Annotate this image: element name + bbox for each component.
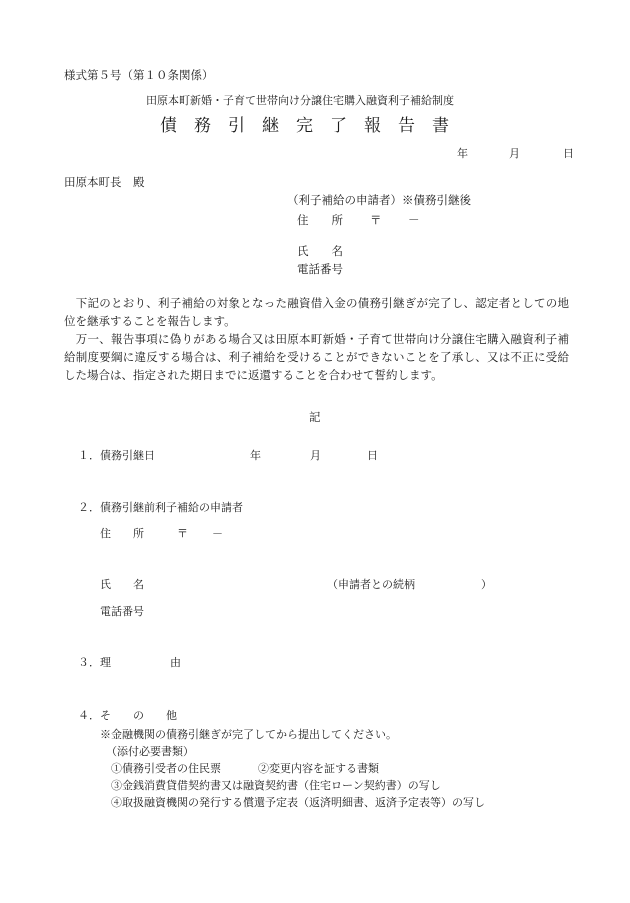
applicant-heading: （利子補給の申請者）※債務引継後: [287, 193, 471, 207]
title-char: 書: [432, 116, 449, 136]
applicant-name-label: 氏 名: [297, 244, 343, 258]
form-number: 様式第５号（第１０条関係）: [64, 68, 214, 82]
item1-day: 日: [367, 449, 378, 462]
item2-label: ２．債務引継前利子補給の申請者: [78, 501, 243, 514]
date-day: 日: [563, 147, 574, 160]
item4-note: ※金融機関の債務引継ぎが完了してから提出してください。: [100, 728, 397, 741]
title-char: 務: [194, 116, 211, 136]
item4-doc2: ②変更内容を証する書類: [258, 762, 379, 775]
title-char: 債: [160, 116, 177, 136]
title-char: 了: [330, 116, 347, 136]
applicant-phone-label: 電話番号: [297, 262, 343, 276]
title-char: 告: [398, 116, 415, 136]
applicant-postal-dash: －: [408, 213, 420, 227]
item2-relation: （申請者との続柄 ）: [327, 578, 492, 591]
applicant-postal-mark: 〒: [370, 213, 382, 227]
item4-label: ４．そ の 他: [78, 709, 177, 722]
item2-phone-label: 電話番号: [100, 605, 144, 618]
date-year: 年: [457, 147, 468, 160]
title-char: 完: [296, 116, 313, 136]
title-char: 報: [364, 116, 381, 136]
system-name: 田原本町新婚・子育て世帯向け分譲住宅購入融資利子補給制度: [146, 94, 454, 107]
item4-doc1: ①債務引受者の住民票: [111, 762, 221, 775]
ki-heading: 記: [309, 410, 321, 424]
item3-label-tail: 由: [170, 656, 181, 669]
item2-postal-mark: 〒: [177, 527, 188, 540]
title-char: 継: [262, 116, 279, 136]
title-char: 引: [228, 116, 245, 136]
item4-doc4: ④取扱融資機関の発行する償還予定表（返済明細書、返済予定表等）の写し: [111, 796, 485, 809]
item1-label: １．債務引継日: [78, 449, 155, 462]
item4-attach-heading: （添付必要書類）: [106, 745, 194, 758]
applicant-address-label: 住 所: [297, 213, 343, 227]
item2-postal-dash: －: [212, 527, 223, 540]
item4-doc3: ③金銭消費貸借契約書又は融資契約書（住宅ローン契約書）の写し: [111, 779, 441, 792]
document-title: [160, 118, 466, 135]
item1-month: 月: [310, 449, 321, 462]
item2-address-label: 住 所: [100, 527, 144, 540]
item3-label: ３．理: [78, 656, 111, 669]
report-paragraph: 下記のとおり、利子補給の対象となった融資借入金の債務引継ぎが完了し、認定者としての地位を継承することを報告します。: [64, 296, 569, 328]
item2-name-label: 氏 名: [100, 578, 144, 591]
date-month: 月: [509, 147, 520, 160]
pledge-paragraph: 万一、報告事項に偽りがある場合又は田原本町新婚・子育て世帯向け分譲住宅購入融資利子補給制度要綱に違反する場合は、利子補給を受けることができないことを了承し、又は不正に受給した場合は、指定された期日までに返還することを合わせて誓約します。: [64, 332, 569, 382]
report-date: [457, 148, 574, 159]
item1-year: 年: [250, 449, 261, 462]
addressee: 田原本町長 殿: [64, 175, 145, 189]
